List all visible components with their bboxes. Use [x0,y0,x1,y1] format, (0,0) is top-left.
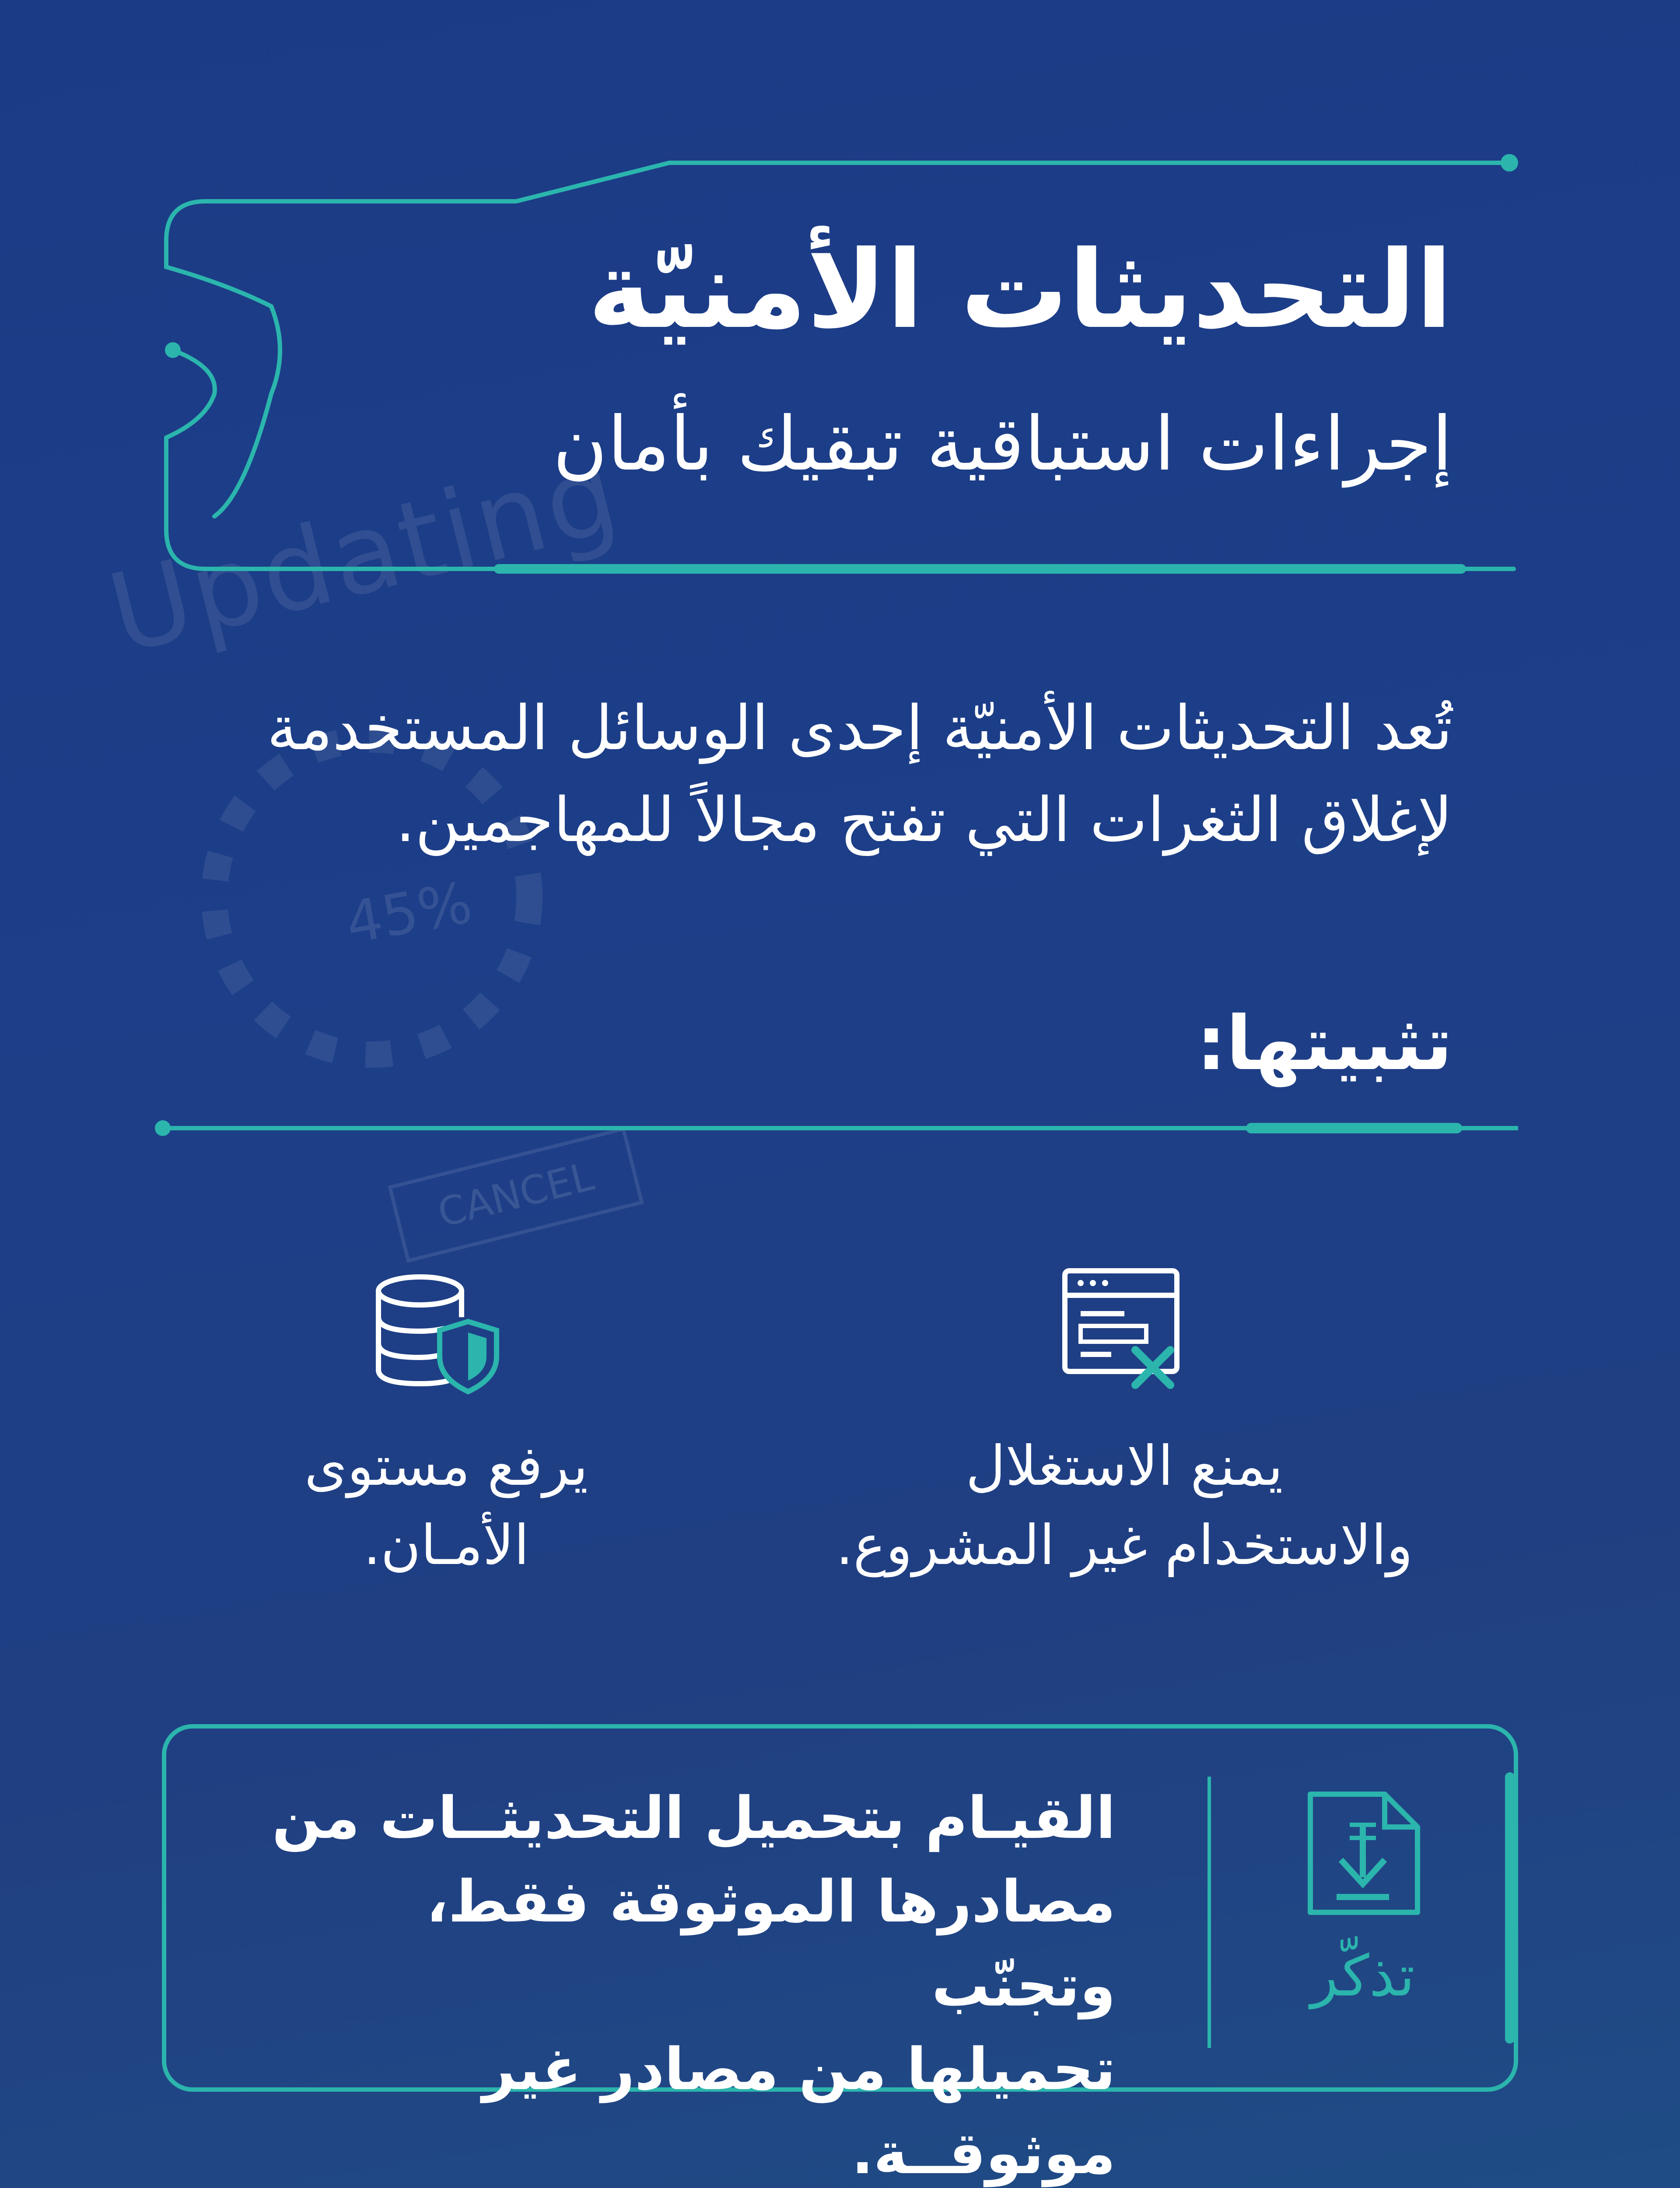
page-subtitle: إجراءات استباقية تبقيك بأمان [553,401,1452,487]
remember-accent-bar [1505,1772,1515,2044]
feature-prevent-exploitation [796,1427,1452,1585]
blocked-window-icon [1059,1265,1190,1398]
remember-line-1: القيـام بتحميل التحديثــات من [272,1785,1116,1852]
install-section-title: تثبيتها: [1196,1000,1452,1087]
remember-label: تذكّر [1310,1943,1415,2009]
feature-1-line-1: يمنع الاستغلال [966,1434,1283,1498]
remember-divider [1208,1777,1211,2048]
page-title: التحديثات الأمنيّة [588,228,1452,352]
remember-line-3: تحميلها من مصادر غير موثوقــة. [482,2036,1116,2187]
intro-text: تُعد التحديثات الأمنيّة إحدى الوسائل المستخدمة لإغلاق الثغرات التي تفتح مجالاً للمهاجمين. [267,693,1452,856]
feature-1-line-2: والاستخدام غير المشروع. [836,1514,1413,1578]
background-updating-text: Updating [97,429,632,679]
background-percent-text: 45% [340,869,477,957]
remember-text [241,1777,1116,2188]
feature-2-line-2: الأمـان. [363,1514,529,1578]
section-divider [0,1116,1680,1142]
file-download-icon [1302,1790,1424,1923]
background-cancel-text: CANCEL [388,1127,644,1263]
feature-raise-security [184,1427,709,1585]
remember-line-2: مصادرها الموثوقة فقط، وتجنّب [426,1868,1116,2020]
feature-2-line-1: يرفع مستوى [304,1434,588,1498]
database-shield-icon [372,1269,503,1402]
